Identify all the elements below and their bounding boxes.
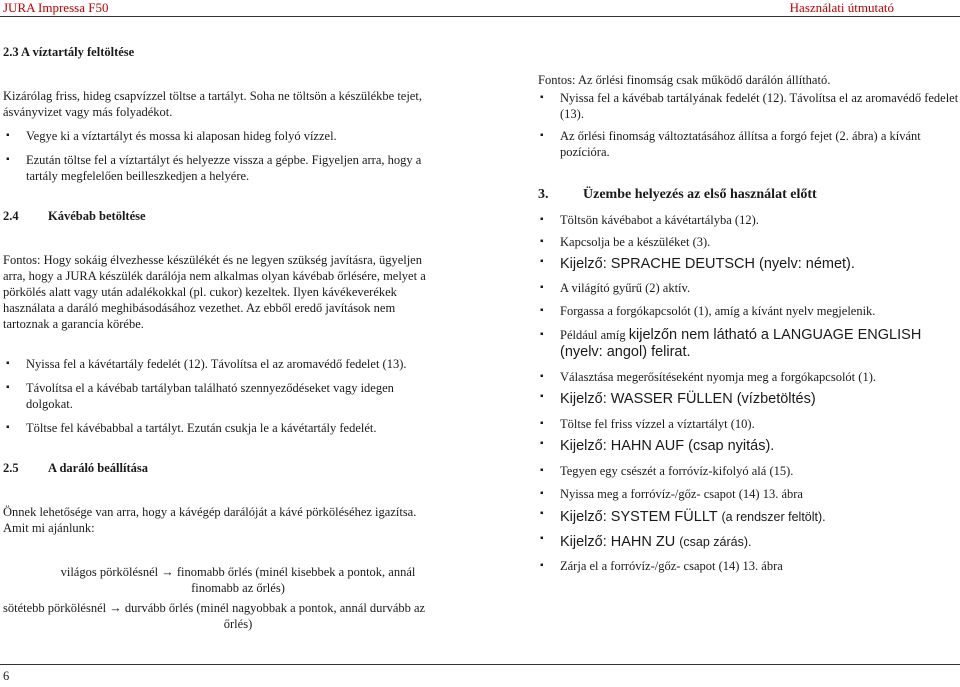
list-item: ▪ Nyissa fel a kávébab tartályának fedelét (12). Távolítsa el az aromavédő fedelet xyxy=(560,90,958,106)
list-item: ▪ Forgassa a forgókapcsolót (1), amíg a kívánt nyelv megjelenik. xyxy=(560,303,875,319)
page-number: 6 xyxy=(3,669,10,683)
display-message: Kijelző: SYSTEM FÜLLT xyxy=(560,509,722,525)
section-2-3-heading: 2.3 A víztartály feltöltése xyxy=(3,45,135,59)
document-title: JURA Impressa F50 xyxy=(3,0,109,15)
display-translation: (a rendszer feltölt). xyxy=(721,510,826,524)
header-divider xyxy=(0,16,960,17)
grinder-note: Fontos: Az őrlési finomság csak működő darálón állítható. xyxy=(538,73,831,87)
display-message: ▪ Kijelző: HAHN AUF (csap nyitás). xyxy=(560,438,774,454)
section-2-4-paragraph-line: használata a daráló meghibásodásához vezethet. Az ebből eredő javítások nem xyxy=(3,301,396,315)
section-3-heading: Üzembe helyezés az első használat előtt xyxy=(583,187,817,202)
section-2-5-paragraph-line: Amit mi ajánlunk: xyxy=(3,521,95,535)
list-item xyxy=(560,326,921,344)
list-item: ▪ A világító gyűrű (2) aktív. xyxy=(560,280,690,296)
list-item xyxy=(560,533,752,551)
list-item xyxy=(560,508,826,526)
section-2-4-paragraph-line: Fontos: Hogy sokáig élvezhesse készülékét és ne legyen szükség javításra, ügyeljen xyxy=(3,253,422,267)
list-item: ▪ Zárja el a forróvíz-/gőz- csapot (14) 13. ábra xyxy=(560,558,783,574)
display-translation: (csap zárás). xyxy=(679,535,752,549)
display-message: kijelzőn nem látható a LANGUAGE ENGLISH xyxy=(628,327,922,343)
list-item: ▪ Nyissa meg a forróvíz-/gőz- csapot (14) 13. ábra xyxy=(560,486,803,502)
light-roast-recommendation-cont: finomabb az őrlés) xyxy=(191,581,285,595)
section-2-4-number: 2.4 xyxy=(3,209,19,223)
footer-divider xyxy=(0,664,960,665)
list-item: ▪ Nyissa fel a kávétartály fedelét (12). Távolítsa el az aromavédő fedelet (13). xyxy=(26,356,407,372)
section-2-4-heading: Kávébab betöltése xyxy=(48,209,146,223)
example-prefix: Például amíg xyxy=(560,328,629,342)
section-2-4-paragraph-line: pörkölés alatt vagy után adalékokkal (pl. cukor) kezeltek. Ilyen kávékeverékek xyxy=(3,285,397,299)
list-item: ▪ Tegyen egy csészét a forróvíz-kifolyó alá (15). xyxy=(560,463,793,479)
section-2-4-paragraph-line: tartoznak a garancia körébe. xyxy=(3,317,144,331)
section-2-3-paragraph-line: ásványvizet vagy más folyadékot. xyxy=(3,105,173,119)
display-message: ▪ Kijelző: SPRACHE DEUTSCH (nyelv: német). xyxy=(560,256,855,272)
section-2-4-paragraph-line: arra, hogy a JURA készülék darálója nem alkalmas olyan kávébab őrlésére, melyet a xyxy=(3,269,426,283)
list-item: ▪ Az őrlési finomság változtatásához állítsa a forgó fejet (2. ábra) a kívánt xyxy=(560,128,921,144)
list-item: ▪ Ezután töltse fel a víztartályt és helyezze vissza a gépbe. Figyeljen arra, hogy a xyxy=(26,152,421,168)
display-message-cont: (nyelv: angol) felirat. xyxy=(560,344,691,360)
section-2-5-number: 2.5 xyxy=(3,461,19,475)
list-item: ▪ Vegye ki a víztartályt és mossa ki alaposan hideg folyó vízzel. xyxy=(26,128,337,144)
list-item: ▪ Távolítsa el a kávébab tartályban található szennyeződéseket vagy idegen xyxy=(26,380,394,396)
list-item: ▪ Kapcsolja be a készüléket (3). xyxy=(560,234,710,250)
list-item: ▪ Töltse fel friss vízzel a víztartályt (10). xyxy=(560,416,755,432)
document-subtitle: Használati útmutató xyxy=(789,0,894,15)
dark-roast-recommendation: sötétebb pörkölésnél → durvább őrlés (minél nagyobbak a pontok, annál durvább az xyxy=(3,601,426,615)
list-item: ▪ Töltsön kávébabot a kávétartályba (12). xyxy=(560,212,759,228)
light-roast-recommendation: világos pörkölésnél → finomabb őrlés (minél kisebbek a pontok, annál xyxy=(60,565,416,579)
list-item-continuation: dolgokat. xyxy=(26,397,73,411)
display-message: Kijelző: HAHN ZU xyxy=(560,534,680,550)
list-item-continuation: (13). xyxy=(560,107,584,121)
section-3-number: 3. xyxy=(538,187,549,202)
display-message: ▪ Kijelző: WASSER FÜLLEN (vízbetöltés) xyxy=(560,391,816,407)
list-item-continuation: tartály megfelelően beilleszkedjen a helyére. xyxy=(26,169,250,183)
list-item-continuation: pozícióra. xyxy=(560,145,610,159)
dark-roast-recommendation-cont: őrlés) xyxy=(223,617,253,631)
list-item: ▪ Választása megerősítéseként nyomja meg a forgókapcsolót (1). xyxy=(560,369,876,385)
section-2-5-paragraph-line: Önnek lehetősége van arra, hogy a kávégép darálóját a kávé pörköléséhez igazítsa. xyxy=(3,505,417,519)
section-2-5-heading: A daráló beállítása xyxy=(48,461,149,475)
list-item: ▪ Töltse fel kávébabbal a tartályt. Ezután csukja le a kávétartály fedelét. xyxy=(26,420,377,436)
section-2-3-paragraph-line: Kizárólag friss, hideg csapvízzel töltse a tartályt. Soha ne töltsön a készülékbe tejet, xyxy=(3,89,422,103)
